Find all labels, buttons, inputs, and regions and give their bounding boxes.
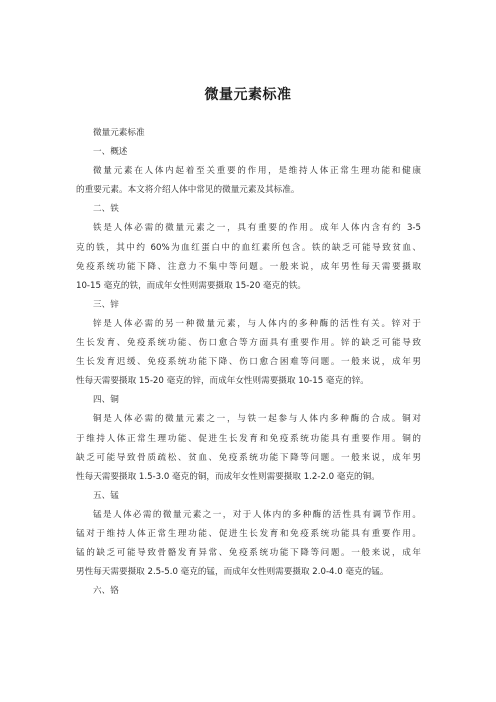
- text-line: 微量元素在人体内起着至关重要的作用，是维持人体正常生理功能和健康: [93, 166, 421, 177]
- text-line: 锰的缺乏可能导致骨骼发育异常、免疫系统功能下降等问题。一般来说，成年: [76, 548, 421, 559]
- text-line: 微量元素标准: [93, 128, 145, 138]
- text-line: 二、铁: [93, 204, 119, 215]
- text-line: 生长发育、免疫系统功能、伤口愈合等方面具有重要作用。锌的缺乏可能导致: [76, 338, 421, 349]
- text-line: 四、铜: [93, 395, 119, 406]
- text-line: 免疫系统功能下降、注意力不集中等问题。一般来说，成年男性每天需要摄取: [76, 261, 421, 272]
- text-line: 缺乏可能导致骨质疏松、贫血、免疫系统功能下降等问题。一般来说，成年男: [76, 452, 421, 463]
- text-line: 性每天需要摄取 1.5-3.0 毫克的铜，而成年女性则需要摄取 1.2-2.0 毫克的铜。: [76, 471, 380, 482]
- text-line: 一、概述: [93, 147, 128, 158]
- document-body: [76, 124, 421, 601]
- text-line: 铜是人体必需的微量元素之一，与铁一起参与人体内多种酶的合成。铜对: [93, 414, 421, 425]
- text-line: 的重要元素。本文将介绍人体中常见的微量元素及其标准。: [76, 185, 300, 196]
- text-line: 10-15 毫克的铁，而成年女性则需要摄取 15-20 毫克的铁。: [76, 280, 307, 291]
- text-line: 性每天需要摄取 15-20 毫克的锌，而成年女性则需要摄取 10-15 毫克的锌。: [76, 376, 369, 387]
- text-line: 于维持人体正常生理功能、促进生长发育和免疫系统功能具有重要作用。铜的: [76, 433, 421, 444]
- document-title: 微量元素标准: [204, 87, 292, 103]
- text-line: 六、铬: [93, 586, 119, 597]
- text-line: 克的铁，其中约 60%为血红蛋白中的血红素所包含。铁的缺乏可能导致贫血、: [76, 242, 421, 253]
- text-line: 男性每天需要摄取 2.5-5.0 毫克的锰，而成年女性则需要摄取 2.0-4.0 毫克的锰。: [76, 567, 389, 578]
- text-line: 锰是人体必需的微量元素之一，对于人体内的多种酶的活性具有调节作用。: [93, 509, 421, 520]
- text-line: 生长发育迟缓、免疫系统功能下降、伤口愈合困难等问题。一般来说，成年男: [76, 357, 421, 368]
- text-line: 锰对于维持人体正常生理功能、促进生长发育和免疫系统功能具有重要作用。: [76, 528, 421, 539]
- text-line: 铁是人体必需的微量元素之一，具有重要的作用。成年人体内含有约 3-5: [93, 223, 421, 234]
- text-line: 三、锌: [93, 299, 119, 310]
- text-line: 锌是人体必需的另一种微量元素，与人体内的多种酶的活性有关。锌对于: [93, 318, 421, 329]
- text-line: 五、锰: [93, 490, 119, 501]
